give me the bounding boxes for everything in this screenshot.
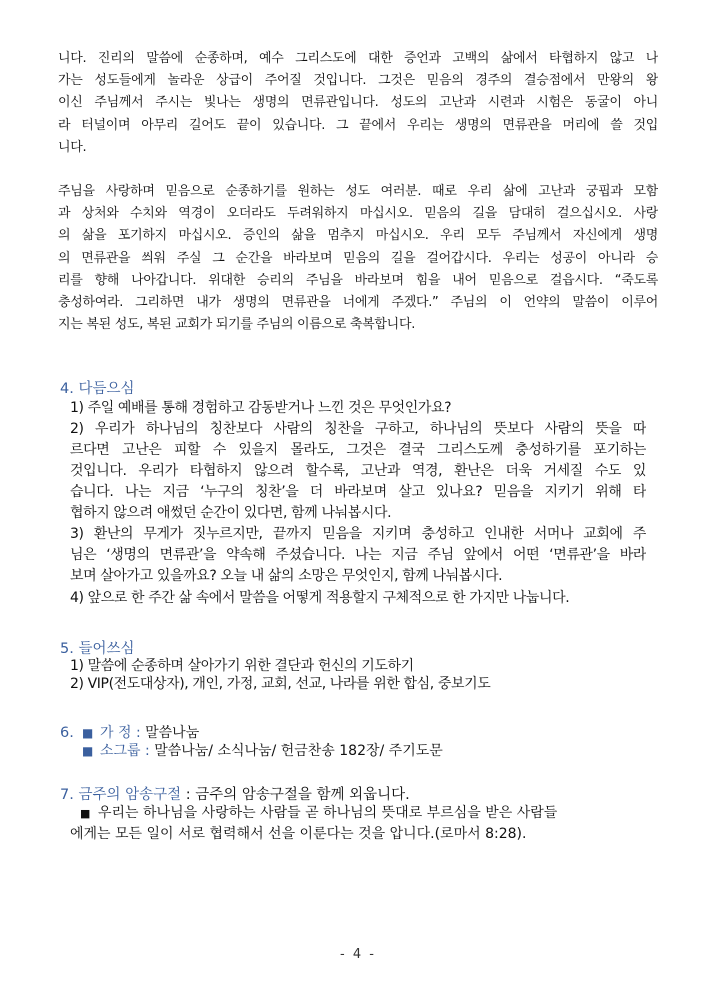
paragraph-line: 충성하여라. 그리하면 내가 생명의 면류관을 너에게 주겠다.” 주님의 이 언약의 말씀이 이루어 <box>58 295 658 311</box>
section-6-title: 6. <box>60 725 74 741</box>
square-bullet-icon: ■ <box>82 726 94 740</box>
item-line: 보며 살아가고 있을까요? 오늘 내 삶의 소망은 무엇인지, 함께 나눠봅시다. <box>70 568 503 584</box>
paragraph-line: 의 면류관을 씌워 주실 그 순간을 바라보며 믿음의 길을 걸어갑시다. 우리는 성공이 아니라 승 <box>58 250 658 266</box>
discussion-item-3 <box>70 524 646 587</box>
prayer-item-2 <box>70 674 646 695</box>
verse-line <box>70 803 630 824</box>
item-line: 1) 말씀에 순종하며 살아가기 위한 결단과 헌신의 기도하기 <box>70 658 414 674</box>
verse-line-text: 우리는 하나님을 사랑하는 사람들 곧 하나님의 뜻대로 부르심을 받은 사람들 <box>98 805 558 821</box>
schedule-row-smallgroup <box>82 742 443 760</box>
paragraph-line: 니다. <box>58 139 87 155</box>
row-value: 말씀나눔 <box>145 725 200 741</box>
paragraph-line: 이신 주님께서 주시는 빛나는 생명의 면류관입니다. 성도의 고난과 시련과 시험은 동굴이 아니 <box>58 95 658 111</box>
paragraph-line: 리를 향해 나아갑니다. 위대한 승리의 주님을 바라보며 힘을 내어 믿음으로 걸읍시다. “죽도록 <box>58 272 658 288</box>
item-line: 1) 주일 예배를 통해 경험하고 감동받거나 느낀 것은 무엇인가요? <box>70 400 452 416</box>
paragraph-line: 니다. 진리의 말씀에 순종하며, 예수 그리스도에 대한 증언과 고백의 삶에서 타협하지 않고 나 <box>58 51 658 66</box>
section-7-title: 7. 금주의 암송구절 <box>60 787 182 803</box>
paragraph-line: 주님을 사랑하며 믿음으로 순종하기를 원하는 성도 여러분. 때로 우리 삶에 고난과 궁핍과 모함 <box>58 184 658 199</box>
item-line: 4) 앞으로 한 주간 삶 속에서 말씀을 어떻게 적용할지 구체적으로 한 가지만 나눕니다. <box>70 590 570 606</box>
row-value: 말씀나눔/ 소식나눔/ 헌금찬송 182장/ 주기도문 <box>154 743 443 759</box>
row-label: 소그룹 <box>100 743 141 759</box>
section-7-heading <box>60 786 410 804</box>
paragraph-line: 과 상처와 수치와 역경이 오더라도 두려워하지 마십시오. 믿음의 길을 담대히 걸으십시오. 사랑 <box>58 206 658 222</box>
item-line: 습니다. 나는 지금 ‘누구의 칭찬’을 더 바라보며 살고 있나요? 믿음을 지키기 위해 타 <box>70 484 646 500</box>
paragraph-line: 가는 성도들에게 놀라운 상급이 주어질 것입니다. 그것은 믿음의 경주의 결승점에서 만왕의 왕 <box>58 73 658 89</box>
item-line: 2) VIP(전도대상자), 개인, 가정, 교회, 선교, 나라를 위한 합심, 중보기도 <box>70 676 491 692</box>
item-line: 협하지 않으려 애썼던 순간이 있다면, 함께 나눠봅시다. <box>70 505 392 521</box>
square-bullet-icon: ■ <box>80 807 91 820</box>
row-separator: : <box>140 743 155 759</box>
row-separator: : <box>131 725 146 741</box>
page-number: - 4 - <box>340 947 376 962</box>
paragraph-line: 의 삶을 포기하지 마십시오. 증인의 삶을 멈추지 마십시오. 우리 모두 주님께서 자신에게 생명 <box>58 228 658 244</box>
paragraph-line: 지는 복된 성도, 복된 교회가 되기를 주님의 이름으로 축복합니다. <box>58 317 416 333</box>
section-7-subtitle: : 금주의 암송구절을 함께 외웁니다. <box>181 787 410 803</box>
item-line: 3) 환난의 무게가 짓누르지만, 끝까지 믿음을 지키며 충성하고 인내한 서머나 교회에 주 <box>70 526 646 542</box>
closing-paragraph <box>58 181 658 336</box>
discussion-item-4 <box>70 588 646 609</box>
section-4-title: 4. 다듬으심 <box>60 381 135 397</box>
square-bullet-icon: ■ <box>82 744 94 758</box>
item-line: 것입니다. 우리가 타협하지 않으려 할수록, 고난과 역경, 환난은 더욱 거세질 수도 있 <box>70 463 646 479</box>
item-line: 르다면 고난은 피할 수 있을지 몰라도, 그것은 결국 그리스도께 충성하기를 포기하는 <box>70 442 646 458</box>
discussion-item-2 <box>70 419 646 524</box>
memory-verse <box>70 803 630 844</box>
intro-paragraph <box>58 48 658 159</box>
discussion-item-1 <box>70 398 646 419</box>
item-line: 2) 우리가 하나님의 칭찬보다 사람의 칭찬을 구하고, 하나님의 뜻보다 사람의 뜻을 따 <box>70 421 646 437</box>
verse-line: 에게는 모든 일이 서로 협력해서 선을 이룬다는 것을 압니다.(로마서 8:28). <box>70 826 527 842</box>
row-label: 가 정 <box>100 725 132 741</box>
section-5-title: 5. 들어쓰심 <box>60 641 135 657</box>
schedule-row-home <box>82 724 199 742</box>
paragraph-line: 라 터널이며 아무리 길어도 끝이 있습니다. 그 끝에서 우리는 생명의 면류관을 머리에 쓸 것입 <box>58 117 658 133</box>
item-line: 님은 ‘생명의 면류관’을 약속해 주셨습니다. 나는 지금 주님 앞에서 어떤 ‘면류관’을 바라 <box>70 547 646 563</box>
